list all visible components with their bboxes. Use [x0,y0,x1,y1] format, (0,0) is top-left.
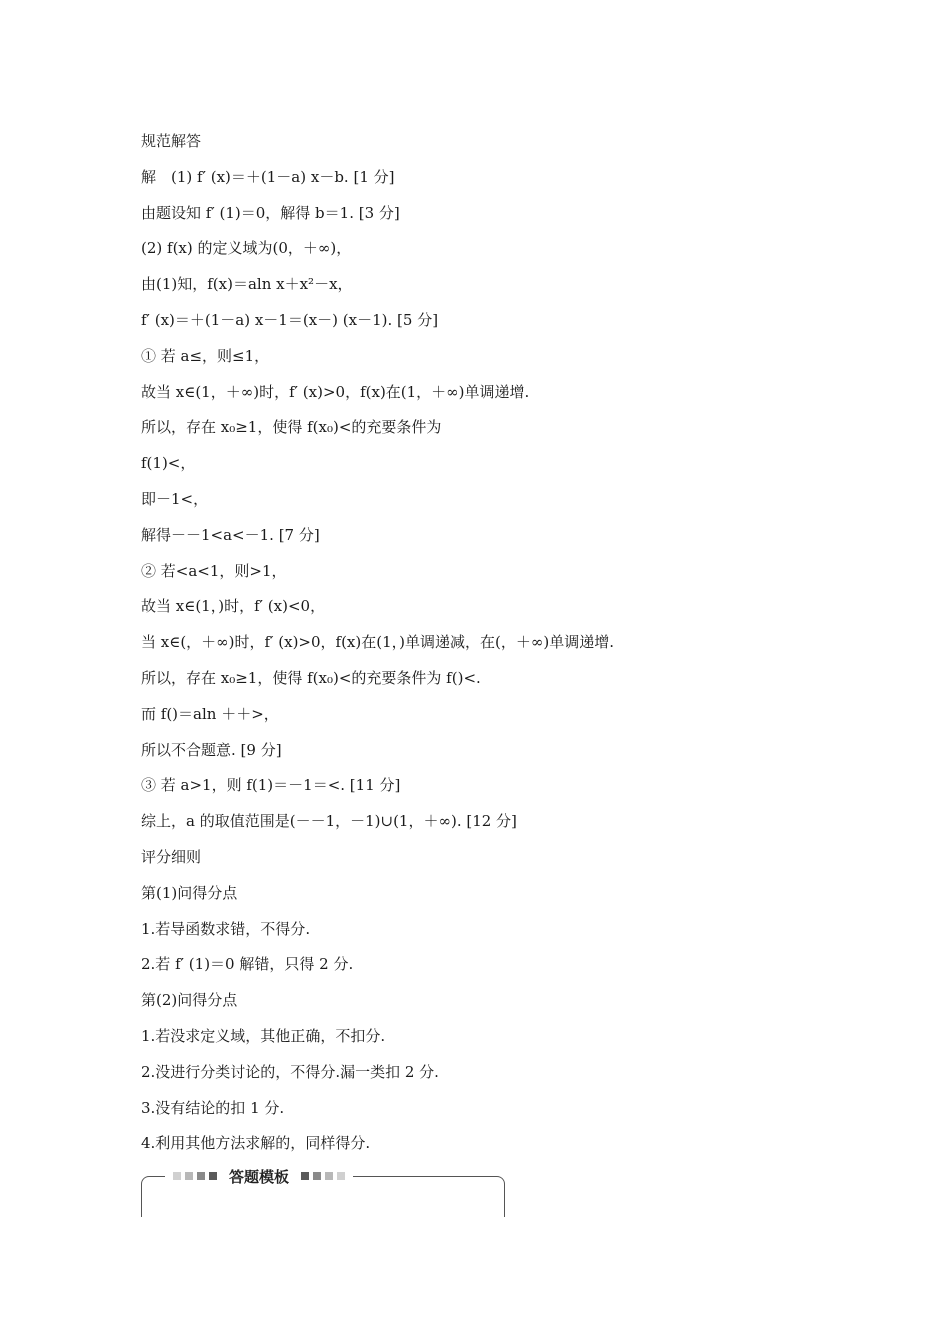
section-heading-solution: 规范解答 [141,132,202,150]
text-line: ② 若<a<1，则>1， [141,561,287,580]
text-line: 由(1)知，f(x)＝aln x＋x²－x， [141,275,353,294]
text-line: 而 f()＝aln ＋＋>， [141,704,279,723]
text-line: 2.没进行分类讨论的，不得分.漏一类扣 2 分. [141,1062,439,1081]
text-line: 所以，存在 x₀≥1，使得 f(x₀)<的充要条件为 f()<. [141,668,481,687]
decorative-square-icon [197,1172,205,1180]
text-line: 所以，存在 x₀≥1，使得 f(x₀)<的充要条件为 [141,418,442,437]
text-line: 3.没有结论的扣 1 分. [141,1098,285,1117]
text-line: 2.若 f′ (1)＝0 解错，只得 2 分. [141,955,354,974]
text-line: 4.利用其他方法求解的，同样得分. [141,1134,371,1153]
text-line: (2) f(x) 的定义域为(0，＋∞)， [141,239,352,258]
text-line: ③ 若 a>1，则 f(1)＝－1＝<. [11 分] [141,776,401,795]
solution-text [141,124,841,1162]
text-line: 即－1<， [141,489,209,508]
text-line: 解得－－1<a<－1. [7 分] [141,525,320,544]
text-line: 综上，a 的取值范围是(－－1，－1)∪(1，＋∞). [12 分] [141,812,517,831]
text-line: f′ (x)＝＋(1－a) x－1＝(x－) (x－1). [5 分] [141,310,439,329]
text-line: 故当 x∈(1，)时，f′ (x)<0， [141,597,326,616]
decorative-square-icon [325,1172,333,1180]
decorative-square-icon [337,1172,345,1180]
decorative-square-icon [313,1172,321,1180]
text-line: 当 x∈(，＋∞)时，f′ (x)>0，f(x)在(1，)单调递减，在(，＋∞)单调递增. [141,633,614,652]
decorative-square-icon [301,1172,309,1180]
text-line: 所以不合题意. [9 分] [141,740,282,759]
template-title: 答题模板 [229,1167,290,1186]
section-heading-grading: 评分细则 [141,847,202,866]
text-line: 解 (1) f′ (x)＝＋(1－a) x－b. [1 分] [141,167,395,186]
text-line: 由题设知 f′ (1)＝0，解得 b＝1. [3 分] [141,203,400,222]
text-line: ① 若 a≤，则≤1， [141,346,270,365]
text-line: 1.若没求定义域，其他正确，不扣分. [141,1026,386,1045]
text-line: 1.若导函数求错，不得分. [141,919,311,938]
text-line: 故当 x∈(1，＋∞)时，f′ (x)>0，f(x)在(1，＋∞)单调递增. [141,382,530,401]
text-line: 第(2)问得分点 [141,991,238,1010]
text-line: f(1)<， [141,454,196,473]
decorative-square-icon [185,1172,193,1180]
decorative-square-icon [209,1172,217,1180]
answer-template-box [141,1163,505,1213]
text-line: 第(1)问得分点 [141,883,238,902]
template-header [165,1163,353,1189]
decorative-square-icon [173,1172,181,1180]
